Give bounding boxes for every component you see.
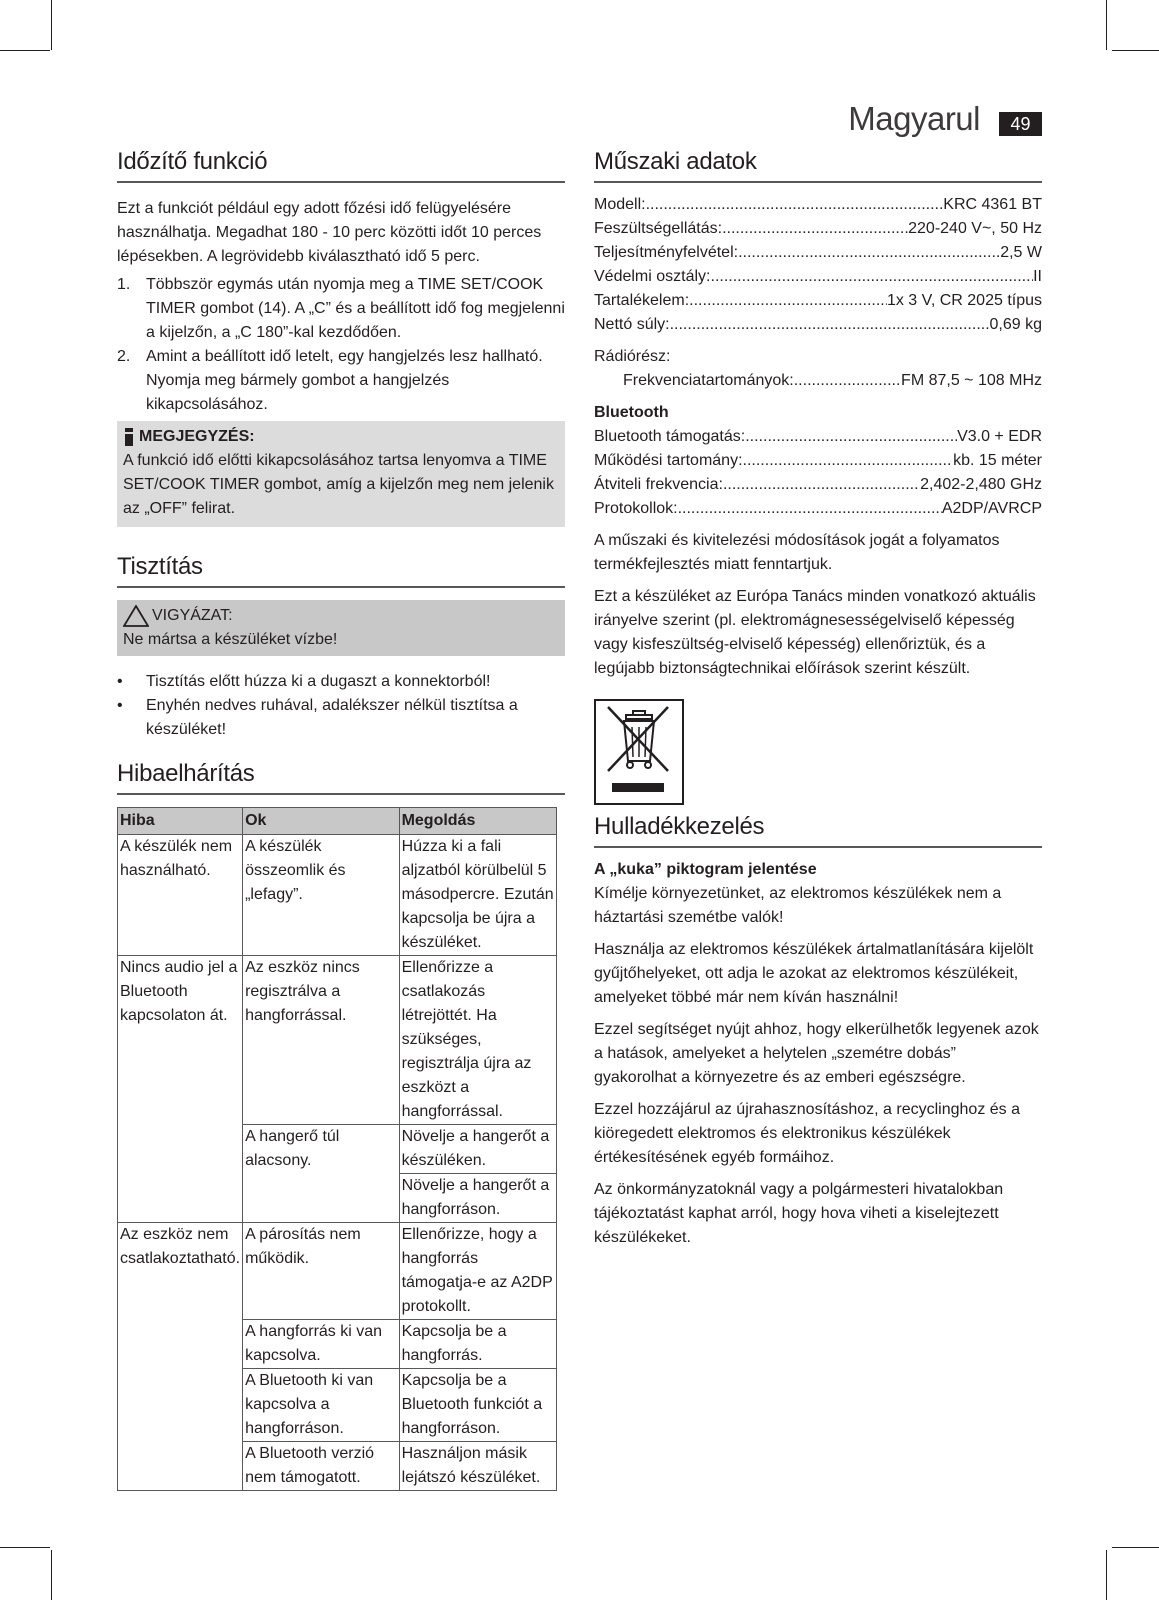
- disposal-paragraph: Kímélje környezetünket, az elektromos készülékek nem a háztartási szemétbe valók!: [594, 885, 1002, 926]
- specs-bluetooth: [594, 425, 1042, 521]
- bullet-text: Enyhén nedves ruhával, adalékszer nélkül tisztítsa a készüléket!: [146, 697, 518, 738]
- timer-heading: Időzítő funkció: [117, 148, 565, 183]
- spec-row: [594, 369, 1042, 393]
- spec-value: KRC 4361 BT: [943, 196, 1042, 213]
- leader-dots: [670, 313, 990, 337]
- left-column: [117, 148, 565, 1491]
- spec-label: Protokollok:: [594, 500, 678, 517]
- weee-bin-icon: [594, 699, 684, 805]
- note-header: [123, 425, 559, 449]
- spec-label: Működési tartomány:: [594, 452, 743, 469]
- note-box: [117, 421, 565, 527]
- cause-cell: A hangerő túl alacsony.: [243, 1125, 400, 1223]
- spec-value: V3.0 + EDR: [957, 428, 1042, 445]
- warning-icon: [123, 605, 149, 627]
- table-row: [118, 1223, 557, 1320]
- leader-dots: [723, 473, 920, 497]
- timer-steps: [117, 273, 565, 417]
- problem-cell: A készülék nem használható.: [118, 835, 243, 956]
- specs-paragraph: Ezt a készüléket az Európa Tanács minden vonatkozó aktuális irányelve szerint (pl. elektromágnesességelviselő képesség vagy kisfeszültség-elviselő képesség) ellenőriztük, és a legújabb biztonságtechnikai előírások szerint készült.: [594, 588, 1036, 677]
- spec-label: Átviteli frekvencia:: [594, 476, 723, 493]
- cleaning-bullets: [117, 670, 565, 742]
- cause-cell: A Bluetooth ki van kapcsolva a hangforráson.: [243, 1369, 400, 1442]
- crossed-bin-icon: [596, 701, 682, 803]
- spec-value: 2,402-2,480 GHz: [920, 476, 1042, 493]
- crop-mark: [1106, 0, 1107, 50]
- spec-value: 2,5 W: [1000, 244, 1042, 261]
- step-text: Többször egymás után nyomja meg a TIME SET/COOK TIMER gombot (14). A „C” és a beállított idő fog megjelenni a kijelzőn, a „C 180”-kal kezdődően.: [146, 276, 565, 341]
- table-header-row: [118, 808, 557, 835]
- disposal-paragraph: Használja az elektromos készülékek ártalmatlanítására kijelölt gyűjtőhelyeket, ott adja le azokat az elektromos készülékeit, amelyeket többé már nem kíván használni!: [594, 941, 1034, 1006]
- cause-cell: A készülék összeomlik és „lefagy”.: [243, 835, 400, 956]
- step-number: 1.: [117, 276, 131, 293]
- caution-box: [117, 600, 565, 656]
- leader-dots: [794, 369, 901, 393]
- leader-dots: [743, 449, 954, 473]
- timer-intro: Ezt a funkciót például egy adott főzési idő felügyelésére használhatja. Megadhat 180 - 10 perc közötti időt 10 perces lépésekben. A legrövidebb kiválasztható idő 5 perc.: [117, 200, 542, 265]
- troubleshooting-table: [117, 807, 557, 1491]
- bullet-icon: •: [117, 673, 123, 690]
- solution-cell: Kapcsolja be a Bluetooth funkciót a hangforráson.: [399, 1369, 556, 1442]
- list-item: [117, 670, 565, 694]
- spec-value: 1x 3 V, CR 2025 típus: [886, 292, 1042, 309]
- radio-label: Rádiórész:: [594, 348, 671, 365]
- table-row: [118, 956, 557, 1125]
- spec-value: A2DP/AVRCP: [941, 500, 1042, 517]
- note-text: A funkció idő előtti kikapcsolásához tartsa lenyomva a TIME SET/COOK TIMER gombot, amíg a kijelzőn meg nem jelenik az „OFF” felirat.: [123, 452, 554, 517]
- list-item: [117, 273, 565, 345]
- crop-mark: [0, 50, 50, 51]
- column-header: Megoldás: [399, 808, 556, 835]
- info-icon: [123, 428, 135, 446]
- spec-label: Nettó súly:: [594, 316, 670, 333]
- spec-row: [594, 289, 1042, 313]
- spec-label: Feszültségellátás:: [594, 220, 723, 237]
- solution-cell: Növelje a hangerőt a készüléken.: [399, 1125, 556, 1174]
- leader-dots: [738, 241, 1000, 265]
- solution-cell: Kapcsolja be a hangforrás.: [399, 1320, 556, 1369]
- leader-dots: [678, 497, 942, 521]
- table-row: [118, 835, 557, 956]
- leader-dots: [745, 425, 957, 449]
- cause-cell: Az eszköz nincs regisztrálva a hangforrással.: [243, 956, 400, 1125]
- spec-row: [594, 449, 1042, 473]
- spec-label: Modell:: [594, 196, 646, 213]
- spec-value: 0,69 kg: [989, 316, 1042, 333]
- spec-value: FM 87,5 ~ 108 MHz: [901, 372, 1042, 389]
- cause-cell: A Bluetooth verzió nem támogatott.: [243, 1442, 400, 1491]
- spec-row: [594, 425, 1042, 449]
- spec-row: [594, 473, 1042, 497]
- problem-cell: Az eszköz nem csatlakoztatható.: [118, 1223, 243, 1491]
- crop-mark: [1112, 50, 1159, 51]
- right-column: [594, 148, 1042, 1250]
- specs-paragraph: A műszaki és kivitelezési módosítások jogát a folyamatos termékfejlesztés miatt fenntartjuk.: [594, 532, 1000, 573]
- spec-row: [594, 265, 1042, 289]
- disposal-paragraph: Ezzel segítséget nyújt ahhoz, hogy elkerülhetők legyenek azok a hatások, amelyeket a helytelen „szemétre dobás” gyakorolhat a környezetre és az emberi egészségre.: [594, 1021, 1039, 1086]
- caution-header: [123, 604, 559, 628]
- spec-value: 220-240 V~, 50 Hz: [908, 220, 1042, 237]
- list-item: [117, 345, 565, 417]
- spec-row: [594, 193, 1042, 217]
- solution-cell: Használjon másik lejátszó készüléket.: [399, 1442, 556, 1491]
- bluetooth-label: Bluetooth: [594, 404, 669, 421]
- crop-mark: [1106, 1550, 1107, 1600]
- column-header: Hiba: [118, 808, 243, 835]
- crop-mark: [51, 0, 52, 50]
- solution-cell: Ellenőrizze a csatlakozás létrejöttét. Ha szükséges, regisztrálja újra az eszközt a hangforrással.: [399, 956, 556, 1125]
- spec-row: [594, 241, 1042, 265]
- solution-cell: Húzza ki a fali aljzatból körülbelül 5 másodpercre. Ezután kapcsolja be újra a készüléket.: [399, 835, 556, 956]
- disposal-paragraph: Ezzel hozzájárul az újrahasznosításhoz, a recyclinghoz és a kiöregedett elektromos és elektronikus készülékek értékesítésének egyéb formáihoz.: [594, 1101, 1020, 1166]
- spec-label: Frekvenciatartományok:: [623, 372, 794, 389]
- step-text: Amint a beállított idő letelt, egy hangjelzés lesz hallható. Nyomja meg bármely gombot a hangjelzés kikapcsolásához.: [146, 348, 543, 413]
- solution-cell: Ellenőrizze, hogy a hangforrás támogatja-e az A2DP protokollt.: [399, 1223, 556, 1320]
- note-title: MEGJEGYZÉS:: [139, 428, 255, 445]
- page-language-title: Magyarul: [848, 100, 980, 137]
- column-header: Ok: [243, 808, 400, 835]
- spec-row: [594, 217, 1042, 241]
- caution-text: Ne mártsa a készüléket vízbe!: [123, 631, 338, 648]
- spec-label: Tartalékelem:: [594, 292, 690, 309]
- spec-value: kb. 15 méter: [953, 452, 1042, 469]
- cause-cell: A hangforrás ki van kapcsolva.: [243, 1320, 400, 1369]
- problem-cell: Nincs audio jel a Bluetooth kapcsolaton át.: [118, 956, 243, 1223]
- disposal-subheading: A „kuka” piktogram jelentése: [594, 861, 817, 878]
- spec-row: [594, 497, 1042, 521]
- crop-mark: [0, 1547, 50, 1548]
- spec-label: Bluetooth támogatás:: [594, 428, 746, 445]
- specs-heading: Műszaki adatok: [594, 148, 1042, 183]
- leader-dots: [646, 193, 944, 217]
- leader-dots: [711, 265, 1034, 289]
- troubleshooting-heading: Hibaelhárítás: [117, 760, 565, 795]
- page-number: 49: [999, 112, 1042, 136]
- cause-cell: A párosítás nem működik.: [243, 1223, 400, 1320]
- spec-value: II: [1033, 268, 1042, 285]
- caution-title: VIGYÁZAT:: [152, 607, 233, 624]
- list-item: [117, 694, 565, 742]
- disposal-heading: Hulladékkezelés: [594, 813, 1042, 848]
- step-number: 2.: [117, 348, 131, 365]
- disposal-paragraph: Az önkormányzatoknál vagy a polgármesteri hivatalokban tájékoztatást kaphat arról, hogy hova viheti a kiselejtezett készülékeket.: [594, 1181, 1004, 1246]
- bullet-text: Tisztítás előtt húzza ki a dugaszt a konnektorból!: [146, 673, 491, 690]
- leader-dots: [722, 217, 908, 241]
- bullet-icon: •: [117, 697, 123, 714]
- spec-label: Védelmi osztály:: [594, 268, 711, 285]
- specs-general: [594, 193, 1042, 337]
- spec-label: Teljesítményfelvétel:: [594, 244, 739, 261]
- solution-cell: Növelje a hangerőt a hangforráson.: [399, 1174, 556, 1223]
- crop-mark: [51, 1550, 52, 1600]
- crop-mark: [1112, 1547, 1159, 1548]
- cleaning-heading: Tisztítás: [117, 553, 565, 588]
- leader-dots: [689, 289, 887, 313]
- spec-row: [594, 313, 1042, 337]
